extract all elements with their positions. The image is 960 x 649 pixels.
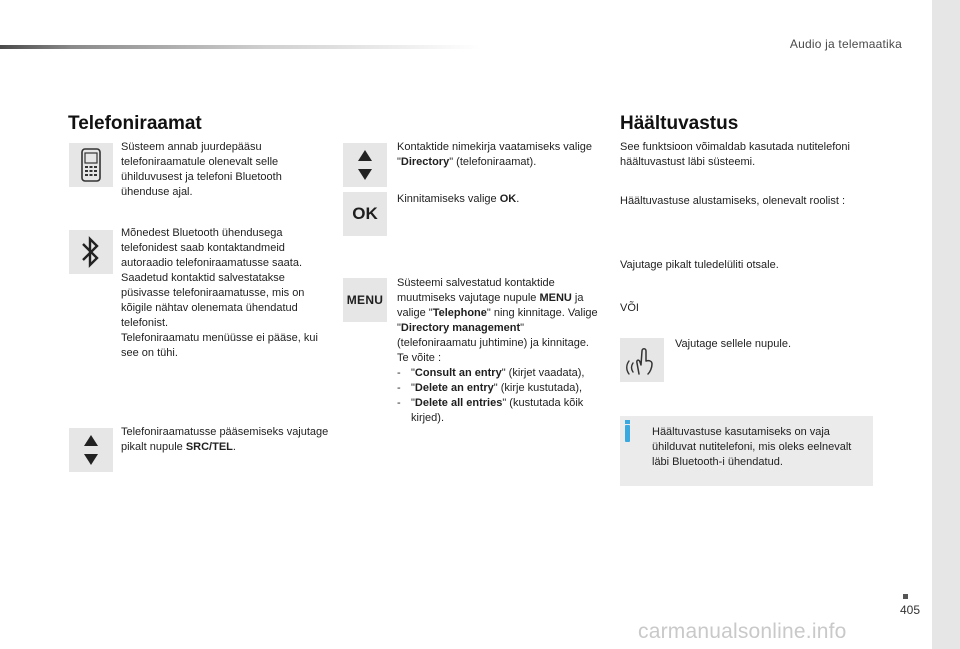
directory-text: Kontaktide nimekirja vaatamiseks valige ": [397, 141, 593, 168]
confirm-period: .: [516, 193, 520, 205]
list-item-text: [411, 366, 601, 381]
phone-icon-box: [69, 143, 113, 187]
up-down-arrows-icon: [355, 147, 375, 183]
src-tel-text: Telefoniraamatusse pääsemiseks vajutage pikalt nupule: [121, 426, 329, 453]
paragraph-long-press: Vajutage pikalt tuledelüliti otsale.: [620, 259, 779, 271]
dm-text-g: " (telefoniraamatu juhtimine) ja kinnitage.: [397, 322, 589, 349]
or-label: VÕI: [620, 302, 639, 314]
up-down-arrows-icon: [81, 432, 101, 468]
section-title-haaltuvastus: Häältuvastus: [620, 113, 739, 134]
quote: ": [411, 382, 415, 394]
you-can-label: Te võite :: [397, 352, 442, 364]
paragraph-press-button: Vajutage sellele nupule.: [675, 338, 791, 350]
paragraph-bluetooth-contacts: [121, 226, 331, 361]
dm-text-a: Süsteemi salvestatud kontaktide muutmiseks vajutage nupule: [397, 277, 555, 304]
page-number: 405: [900, 603, 921, 617]
quote: ": [411, 397, 415, 409]
ok-button-icon-box: [343, 192, 387, 236]
voice-touch-icon: [625, 343, 659, 377]
paragraph-directory: [397, 140, 597, 170]
paragraph-phonebook-access: Süsteem annab juurdepääsu telefoniraamatule olenevalt selle ühilduvusest ja telefoni Bluetooth ühenduse ajal.: [121, 141, 282, 198]
info-icon-dot: [625, 420, 630, 424]
bluetooth-icon: [80, 235, 102, 269]
page-header-title: Audio ja telemaatika: [789, 37, 902, 51]
bluetooth-icon-box: [69, 230, 113, 274]
bluetooth-contacts-text: Mõnedest Bluetooth ühendusega telefonidest saab kontaktandmeid autoraadio telefoniraamatusse saata. Saadetud kontaktid salvestatakse püsivasse telefoniraamatusse, mis on kõigile nähtav olenemata ühendatud telefonist.: [121, 227, 305, 329]
list-dash: -: [397, 397, 401, 409]
info-icon: [625, 425, 630, 442]
page-marker: [903, 594, 908, 599]
quote: ": [411, 367, 415, 379]
mobile-phone-icon: [79, 148, 103, 182]
delete-all-label: Delete all entries: [414, 397, 503, 409]
list-item: [397, 381, 601, 396]
consult-entry-label: Consult an entry: [414, 367, 502, 379]
info-note-text: Häältuvastuse kasutamiseks on vaja ühilduvat nutitelefoni, mis oleks eelnevalt läbi Bluetooth-i ühendatud.: [652, 426, 852, 468]
dm-telephone-label: Telephone: [432, 307, 487, 319]
paragraph-voice-intro: See funktsioon võimaldab kasutada nutitelefoni häältuvastust läbi süsteemi.: [620, 141, 850, 168]
ok-button-label: OK: [352, 204, 378, 223]
arrows-icon-box-left: [69, 428, 113, 472]
delete-entry-label: Delete an entry: [414, 382, 494, 394]
section-title-telefoniraamat: Telefoniraamat: [68, 113, 202, 134]
paragraph-confirm-ok: [397, 192, 597, 207]
confirm-ok-label: OK: [499, 193, 517, 205]
src-tel-period: .: [232, 441, 236, 453]
side-tab-strip: [932, 0, 960, 649]
directory-management-text: [397, 276, 601, 351]
directory-label: Directory: [400, 156, 450, 168]
paragraph-directory-management: [397, 276, 601, 426]
confirm-text: Kinnitamiseks valige: [397, 193, 500, 205]
list-item-text: [411, 396, 601, 426]
watermark: carmanualsonline.info: [638, 620, 847, 643]
list-dash: -: [397, 367, 401, 379]
arrows-icon-box-middle: [343, 143, 387, 187]
paragraph-voice-start: Häältuvastuse alustamiseks, olenevalt roolist :: [620, 195, 845, 207]
empty-phonebook-note: Telefoniraamatu menüüsse ei pääse, kui see on tühi.: [121, 332, 318, 359]
delete-all-desc: " (kustutada kõik kirjed).: [411, 397, 584, 424]
voice-button-icon-box: [620, 338, 664, 382]
list-item: [397, 366, 601, 381]
list-dash: -: [397, 382, 401, 394]
dm-menu-label: MENU: [539, 292, 572, 304]
delete-entry-desc: " (kirje kustutada),: [493, 382, 583, 394]
header-rule: [0, 45, 480, 49]
dm-text-e: " ning kinnitage. Valige ": [397, 307, 598, 334]
dm-text-c: ja valige ": [397, 292, 584, 319]
dm-directory-management-label: Directory management: [400, 322, 521, 334]
menu-button-icon-box: [343, 278, 387, 322]
list-item: [397, 396, 601, 426]
paragraph-src-tel: [121, 425, 331, 455]
menu-button-label: MENU: [346, 293, 384, 307]
src-tel-label: SRC/TEL: [185, 441, 233, 453]
list-item-text: [411, 381, 601, 396]
consult-entry-desc: " (kirjet vaadata),: [501, 367, 585, 379]
directory-text-end: " (telefoniraamat).: [449, 156, 537, 168]
